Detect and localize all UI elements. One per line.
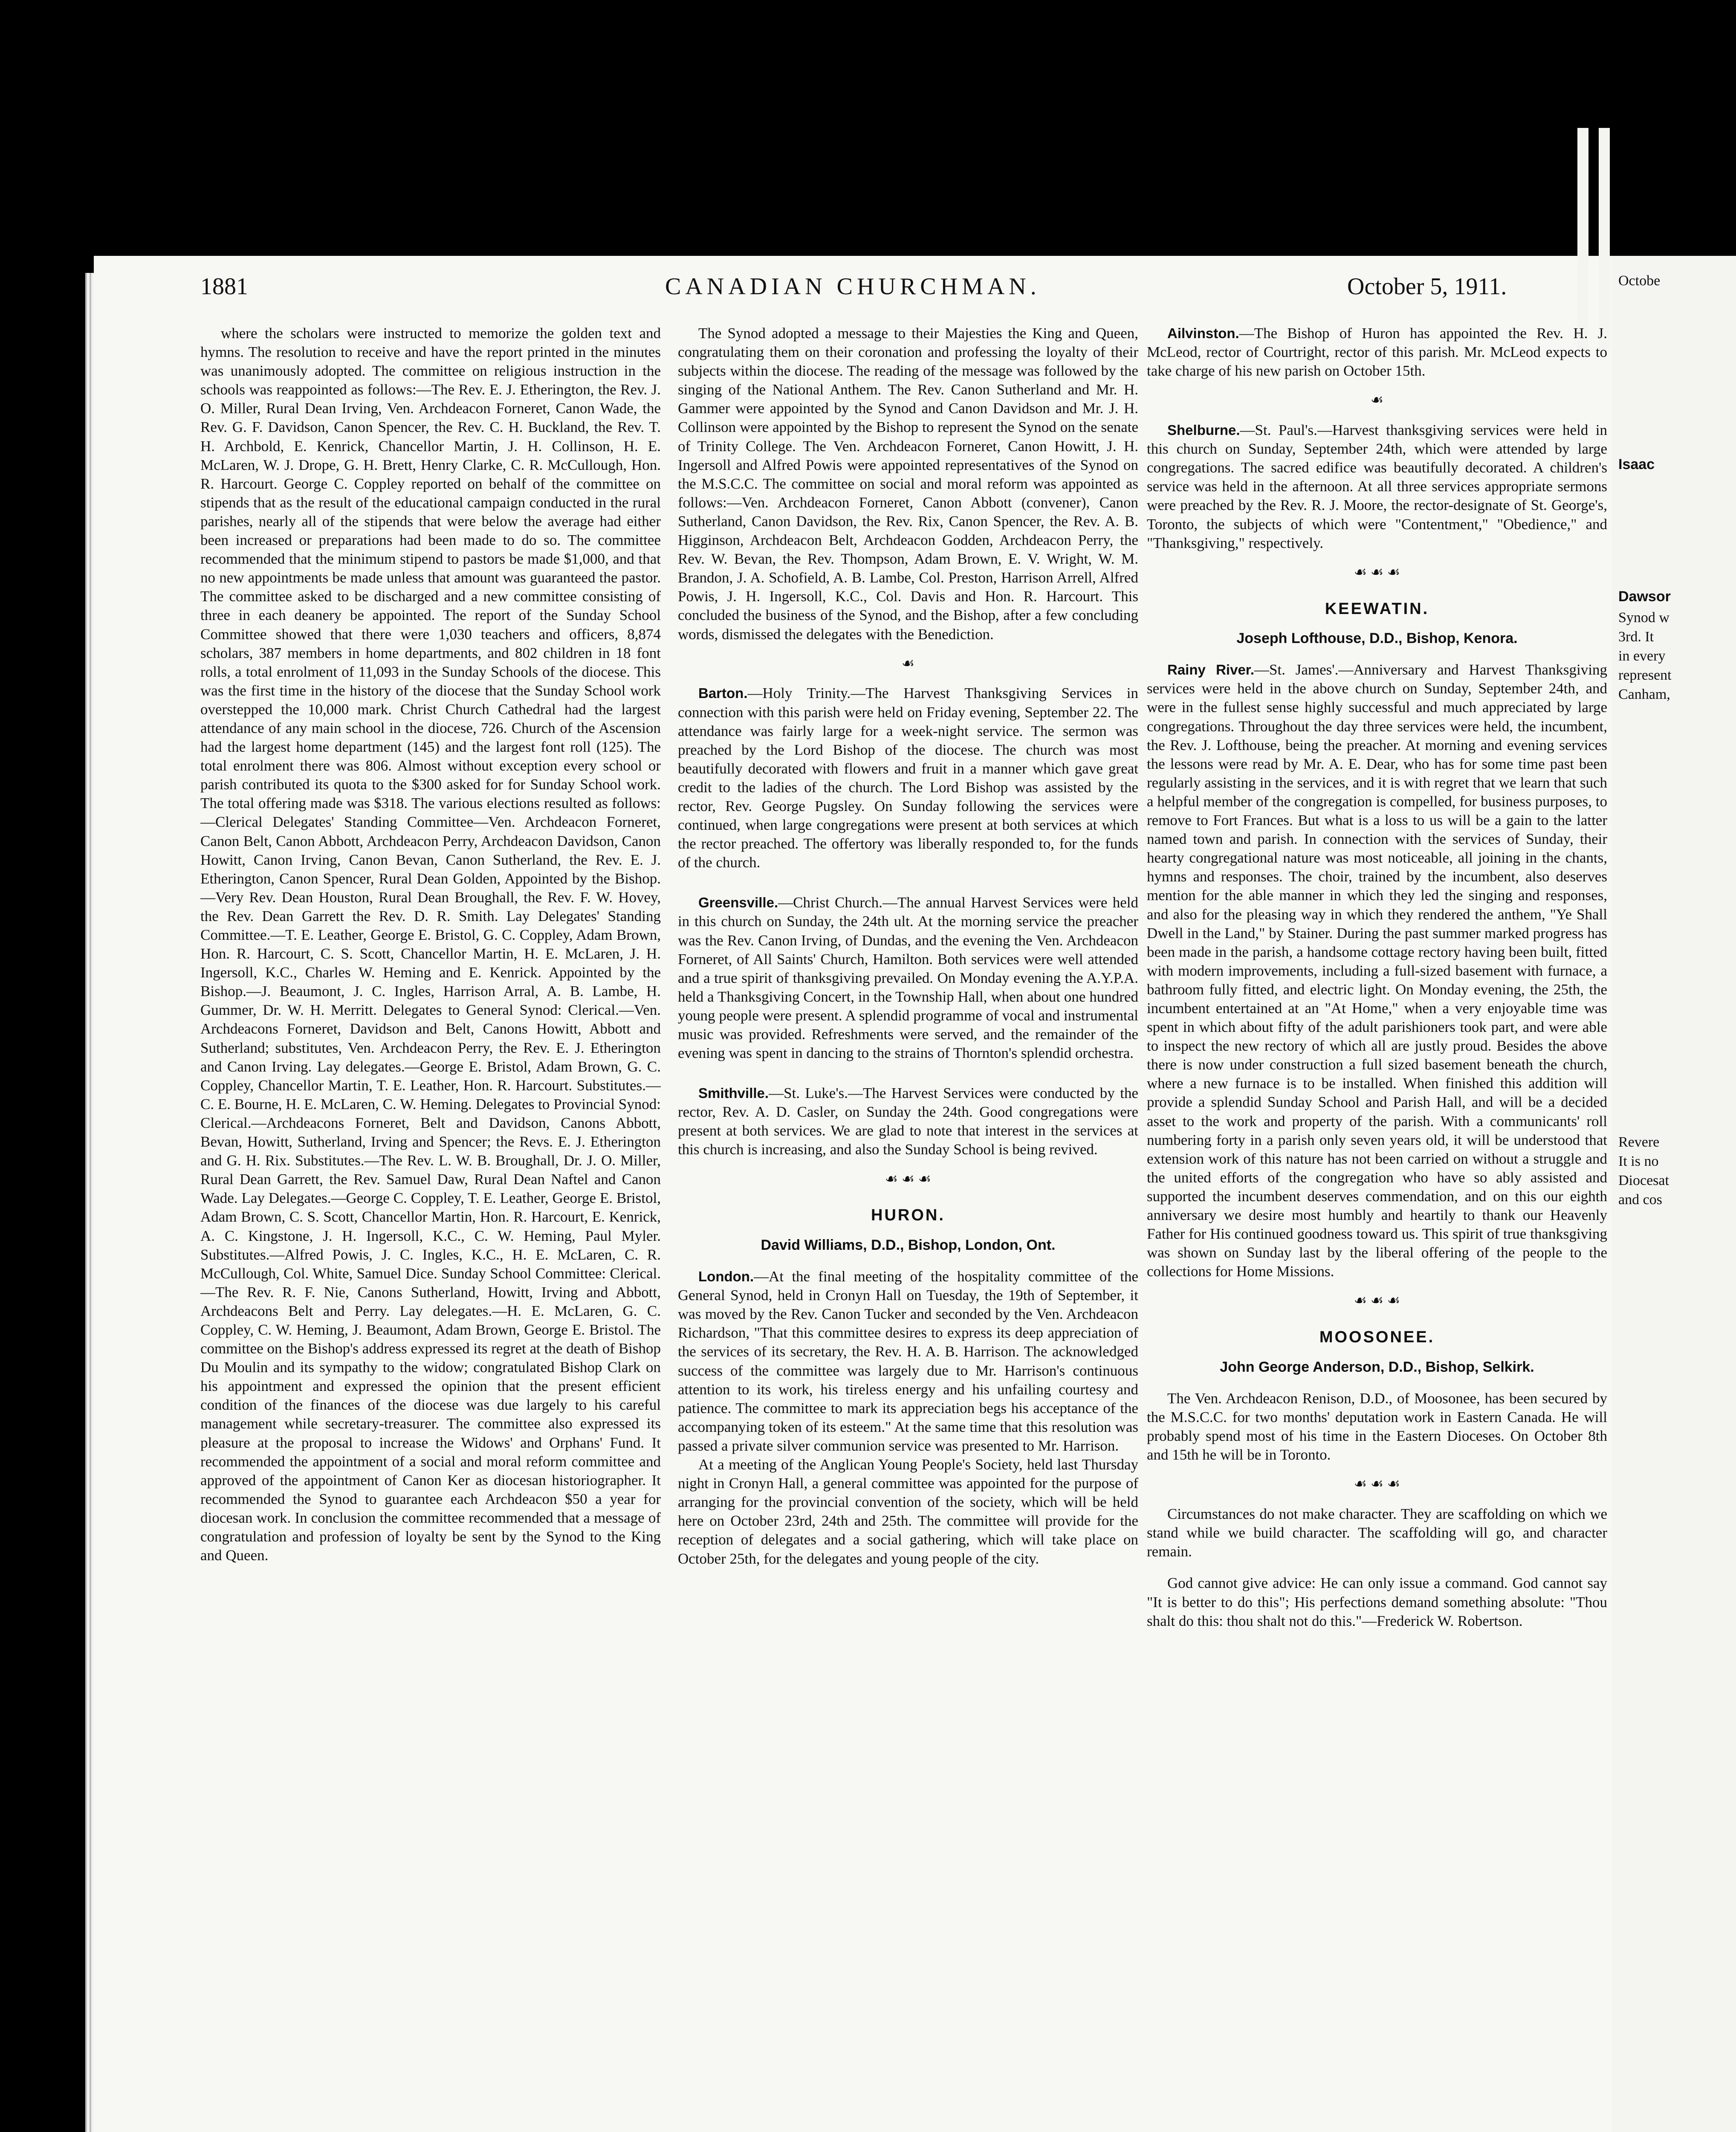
column-1 bbox=[200, 324, 661, 2132]
bishop-line: Joseph Lofthouse, D.D., Bishop, Kenora. bbox=[1236, 630, 1518, 647]
ornament: ☙ ☙ ☙ bbox=[1354, 564, 1400, 580]
diocese-heading: HURON. bbox=[871, 1206, 945, 1225]
registration-bar-top-1 bbox=[1577, 128, 1588, 350]
spill-line: Revere bbox=[1618, 1134, 1660, 1150]
parish-report: Rainy River.—St. James'.—Anniversary and Harvest Thanksgiving services were held in the above church on Sunday, September 24th, and were in the fullest sense highly successful and much appreciated by large congregations. Throughout the day three services were held, the incumbent, the Rev. J. Lofthouse, being the preacher. At morning and evening services the lessons were read by Mr. A. E. Dear, who has for some time past been regularly assisting in the services, and it is with regret that we learn that such a helpful member of the congregation is compelled, for business purposes, to remove to Fort Frances. But what is a loss to us will be a gain to the latter named town and parish. In connection with the services of Sunday, their hearty congregational nature was most noticeable, all joining in the chants, hymns and responses. The choir, trained by the incumbent, also deserves mention for the able manner in which they led the singing and responses, and also for the pleasing way in which they rendered the anthem, "Ye Shall Dwell in the Land," by Stainer. During the past summer marked progress has been made in the parish, a handsome cottage rectory having been built, fitted with modern improvements, including a full-sized basement with furnace, a bathroom fully fitted, and electric light. On Monday evening, the 25th, the incumbent entertained at an "At Home," when a very enjoyable time was spent in which about fifty of the adult parishioners took part, and were able to inspect the new rectory of which all are justly proud. Besides the above there is now under construction a full sized basement beneath the church, where a new furnace is to be installed. When finished this addition will provide a splendid Sunday School and Parish Hall, and will be a decided asset to the work and property of the parish. With a communicants' roll numbering forty in a parish only seven years old, it will be understood that extension work of this nature has not been carried on without a struggle and the united efforts of the congregation who have so ably assisted and supported the incumbent deserves commendation, and on this our eighth anniversary we desire most humbly and heartily to thank our Heavenly Father for His continued goodness toward us. This spirit of true thanksgiving was shown on Sunday last by the liberal offering of the people to the collections for Home Missions. bbox=[1147, 661, 1607, 1280]
bishop-line: John George Anderson, D.D., Bishop, Selkirk. bbox=[1220, 1359, 1534, 1376]
spill-line: Synod w bbox=[1618, 610, 1669, 626]
parish-name: Barton. bbox=[698, 685, 748, 701]
ornament: ☙ ☙ ☙ bbox=[1354, 1476, 1400, 1492]
article-text: The Synod adopted a message to their Majesties the King and Queen, congratulating them on their coronation and professing the loyalty of their subjects within the diocese. The reading of the message was followed by the singing of the National Anthem. The Rev. Canon Sutherland and Mr. H. Gammer were appointed by the Synod and Canon Davidson and Mr. J. H. Collinson were appointed by the Bishop to represent the Synod on the senate of Trinity College. The Ven. Archdeacon Forneret, Canon Howitt, J. H. Ingersoll and Alfred Powis were appointed representatives of the Synod on the M.S.C.C. The committee on social and moral reform was appointed as follows:—Ven. Archdeacon Forneret, Canon Abbott (convener), Canon Sutherland, Canon Davidson, the Rev. Rix, Canon Spencer, the Rev. A. B. Higginson, Archdeacon Belt, Archdeacon Godden, Archdeacon Perry, the Rev. W. Bevan, the Rev. Thompson, Adam Brown, E. V. Wright, W. M. Brandon, J. A. Schofield, A. B. Lambe, Col. Preston, Harrison Arrell, Alfred Powis, J. H. Ingersoll, K.C., Col. Davis and Hon. R. Harcourt. This concluded the business of the Synod, and the Bishop, after a few concluding words, dismissed the delegates with the Benediction. bbox=[678, 325, 1138, 643]
diocese-heading: KEEWATIN. bbox=[1325, 600, 1429, 618]
spill-line: Dawsor bbox=[1618, 588, 1671, 605]
spill-line: and cos bbox=[1618, 1192, 1662, 1208]
bishop-line: David Williams, D.D., Bishop, London, Ont. bbox=[761, 1237, 1056, 1254]
parish-name: London. bbox=[698, 1269, 754, 1285]
parish-report: Shelburne.—St. Paul's.—Harvest thanksgiving services were held in this church on Sunday, September 24th, which were attended by large congregations. The sacred edifice was beautifully decorated. A children's service was held in the afternoon. At all three services appropriate sermons were preached by the Rev. R. J. Moore, the rector-designate of St. George's, Toronto, the subjects of which were "Contentment," "Obedience," and "Thanksgiving," respectively. bbox=[1147, 422, 1607, 551]
ornament: ☙ bbox=[1370, 392, 1384, 408]
parish-report: Greensville.—Christ Church.—The annual Harvest Services were held in this church on Sunday, the 24th ult. At the morning service the preacher was the Rev. Canon Irving, of Dundas, and the evening the Ven. Archdeacon Forneret, of All Saints' Church, Hamilton. Both services were well attended and a true spirit of thanksgiving prevailed. On Monday evening the A.Y.P.A. held a Thanksgiving Concert, in the Township Hall, when about one hundred young people were present. A splendid programme of vocal and instrumental music was provided. Refreshments were served, and the remainder of the evening was spent in dancing to the strains of Thornton's splendid orchestra. bbox=[678, 894, 1138, 1062]
spill-date: Octobe bbox=[1618, 273, 1661, 289]
diocese-heading: MOOSONEE. bbox=[1319, 1328, 1435, 1347]
spill-line: It is no bbox=[1618, 1153, 1659, 1169]
spill-line: Diocesat bbox=[1618, 1173, 1669, 1188]
column-3 bbox=[1147, 324, 1607, 2132]
article-text: The Ven. Archdeacon Renison, D.D., of Moosonee, has been secured by the M.S.C.C. for two months' deputation work in Eastern Canada. He will probably spend most of his time in the Eastern Dioceses. On October 8th and 15th he will be in Toronto. bbox=[1147, 1390, 1607, 1463]
article-text: At a meeting of the Anglican Young People's Society, held last Thursday night in Cronyn Hall, a general committee was appointed for the purpose of arranging for the provincial convention of the society, which will be held here on October 23rd, 24th and 25th. The committee will provide for the reception of delegates and a social gathering, which will take place on October 25th, for the delegates and young people of the city. bbox=[678, 1456, 1138, 1567]
spill-line: Isaac bbox=[1618, 456, 1655, 472]
parish-report: Smithville.—St. Luke's.—The Harvest Services were conducted by the rector, Rev. A. D. Casler, on Sunday the 24th. Good congregations were present at both services. We are glad to note that interest in the services at this church is increasing, and also the Sunday School is being revived. bbox=[678, 1085, 1138, 1158]
ornament: ☙ ☙ ☙ bbox=[885, 1171, 932, 1187]
ornament: ☙ bbox=[901, 655, 915, 672]
masthead: CANADIAN CHURCHMAN. bbox=[665, 273, 1041, 300]
next-page-edge bbox=[1612, 256, 1736, 2132]
spill-line: Canham, bbox=[1618, 687, 1670, 702]
parish-report: Barton.—Holy Trinity.—The Harvest Thanksgiving Services in connection with this parish were held on Friday evening, September 22. The attendance was fairly large for a week-night service. The sermon was preached by the Lord Bishop of the diocese. The church was most beautifully decorated with flowers and fruit in a manner which gave great credit to the ladies of the church. The Lord Bishop was assisted by the rector, Rev. George Pugsley. On Sunday following the services were continued, when large congregations were present at both services at which the rector preached. The offertory was liberally responded to, for the funds of the church. bbox=[678, 685, 1138, 871]
parish-name: Ailvinston. bbox=[1167, 325, 1239, 341]
spill-line: represent bbox=[1618, 667, 1672, 683]
page-number: 1881 bbox=[200, 273, 248, 300]
parish-name: Shelburne. bbox=[1167, 422, 1240, 438]
issue-date: October 5, 1911. bbox=[1347, 273, 1507, 300]
column-2 bbox=[678, 324, 1138, 2132]
parish-report: Ailvinston.—The Bishop of Huron has appointed the Rev. H. J. McLeod, rector of Courtright, rector of this parish. Mr. McLeod expects to take charge of his new parish on October 15th. bbox=[1147, 325, 1607, 379]
spill-line: in every bbox=[1618, 648, 1666, 664]
ornament: ☙ ☙ ☙ bbox=[1354, 1293, 1400, 1309]
registration-bar-top-2 bbox=[1599, 128, 1610, 350]
article-text: where the scholars were instructed to memorize the golden text and hymns. The resolution to receive and have the report printed in the minutes was unanimously adopted. The committee on religious instruction in the schools was reappointed as follows:—The Rev. E. J. Etherington, the Rev. J. O. Miller, Rural Dean Irving, Ven. Archdeacon Forneret, Canon Wade, the Rev. G. F. Davidson, Canon Spencer, the Rev. C. H. Buckland, the Rev. T. H. Archbold, E. Kenrick, Chancellor Martin, J. H. Collinson, H. E. McLaren, W. J. Drope, G. H. Brett, Henry Clarke, C. R. McCullough, Hon. R. Harcourt. George C. Coppley reported on behalf of the committee on stipends that as the result of the educational campaign conducted in the rural parishes, nearly all of the stipends that were below the average had either been increased or preparations had been made to do so. The committee recommended that the minimum stipend to pastors be made $1,000, and that no new appointments be made unless that amount was guaranteed the pastor. The committee asked to be discharged and a new committee consisting of three in each deanery be appointed. The report of the Sunday School Committee showed that there were 1,030 teachers and officers, 8,874 scholars, 387 members in home departments, and 802 children in 18 font rolls, a total enrolment of 11,093 in the Sunday Schools of the diocese. This was the first time in the history of the diocese that the Sunday School work overstepped the 10,000 mark. Christ Church Cathedral had the largest attendance of any main school in the diocese, 726. Church of the Ascension had the largest home department (145) and the largest font roll (125). The total enrolment there was 806. Almost without exception every school or parish contributed its quota to the $300 asked for for Sunday School work. The total offering made was $318. The various elections resulted as follows:—Clerical Delegates' Standing Committee—Ven. Archdeacon Forneret, Canon Belt, Canon Abbott, Archdeacon Perry, Archdeacon Davidson, Canon Howitt, Canon Irving, Canon Bevan, Canon Sutherland, the Rev. E. J. Etherington, Canon Spencer, Rural Dean Golden, Appointed by the Bishop.—Very Rev. Dean Houston, Rural Dean Broughall, the Rev. F. W. Hovey, the Rev. Dean Garrett the Rev. D. R. Smith. Lay Delegates' Standing Committee.—T. E. Leather, George E. Bristol, G. C. Coppley, Adam Brown, Hon. R. Harcourt, C. S. Scott, Chancellor Martin, H. E. McLaren, J. H. Ingersoll, K.C., Charles W. Heming and E. Kenrick. Appointed by the Bishop.—J. Beaumont, J. C. Ingles, Harrison Arral, A. B. Lambe, H. Gummer, Dr. W. H. Merritt. Delegates to General Synod: Clerical.—Ven. Archdeacons Forneret, Davidson and Belt, Canons Howitt, Abbott and Sutherland; substitutes, Ven. Archdeacon Perry, the Rev. E. J. Etherington and Canon Irving. Lay delegates.—George E. Bristol, Adam Brown, G. C. Coppley, Chancellor Martin, T. E. Leather, Hon. R. Harcourt. Substitutes.—C. E. Bourne, H. E. McLaren, C. W. Heming. Delegates to Provincial Synod: Clerical.—Archdeacons Forneret, Belt and Davidson, Canons Abbott, Bevan, Howitt, Sutherland, Irving and Spencer; the Revs. E. J. Etherington and G. H. Rix. Substitutes.—The Rev. L. W. B. Broughall, Dr. J. O. Miller, Rural Dean Garrett, the Rev. Samuel Daw, Rural Dean Naftel and Canon Wade. Lay Delegates.—George C. Coppley, T. E. Leather, George E. Bristol, Adam Brown, C. S. Scott, Chancellor Martin, Hon. R. Harcourt, E. Kenrick, A. C. Kingstone, J. H. Ingersoll, K.C., C. W. Heming, Paul Myler. Substitutes.—Alfred Powis, J. C. Ingles, K.C., H. E. McLaren, C. R. McCullough, Col. White, Samuel Dice. Sunday School Committee: Clerical.—The Rev. R. F. Nie, Canons Sutherland, Howitt, Irving and Abbott, Archdeacons Belt and Perry. Lay delegates.—H. E. McLaren, G. C. Coppley, C. W. Heming, J. Beaumont, Adam Brown, George E. Bristol. The committee on the Bishop's address expressed its regret at the death of Bishop Du Moulin and its sympathy to the widow; congratulated Bishop Clark on his appointment and expressed the opinion that the present efficient condition of the finances of the diocese was due largely to his careful management while secretary-treasurer. The committee also expressed its pleasure at the proposal to increase the Widows' and Orphans' Fund. It recommended the appointment of a social and moral reform committee and approved of the appointment of Canon Ker as diocesan historiographer. It recommended the Synod to guarantee each Archdeacon $50 a year for diocesan work. In conclusion the committee recommended that a message of congratulation and profession of loyalty be sent by the Synod to the King and Queen. bbox=[200, 325, 661, 1564]
parish-report: London.—At the final meeting of the hospitality committee of the General Synod, held in Cronyn Hall on Tuesday, the 19th of September, it was moved by the Rev. Canon Tucker and seconded by the Ven. Archdeacon Richardson, "That this committee desires to express its deep appreciation of the services of its secretary, the Rev. H. A. B. Harrison. The acknowledged success of the committee was largely due to Mr. Harrison's continuous attention to its work, his tireless energy and his unfailing courtesy and patience. The committee to mark its appreciation begs his acceptance of the accompanying token of its esteem." At the same time that this resolution was passed a private silver communion service was presented to Mr. Harrison. bbox=[678, 1268, 1138, 1454]
parish-name: Rainy River. bbox=[1167, 662, 1254, 678]
spill-line: 3rd. It bbox=[1618, 629, 1654, 645]
parish-name: Greensville. bbox=[698, 895, 778, 911]
quote: Circumstances do not make character. They are scaffolding on which we stand while we build character. The scaffolding will go, and character remain. bbox=[1147, 1506, 1607, 1560]
quote: God cannot give advice: He can only issue a command. God cannot say "It is better to do this"; His perfections demand something absolute: "Thou shalt do this: thou shalt not do this."—Frederick W. Robertson. bbox=[1147, 1575, 1607, 1629]
parish-name: Smithville. bbox=[698, 1085, 769, 1101]
